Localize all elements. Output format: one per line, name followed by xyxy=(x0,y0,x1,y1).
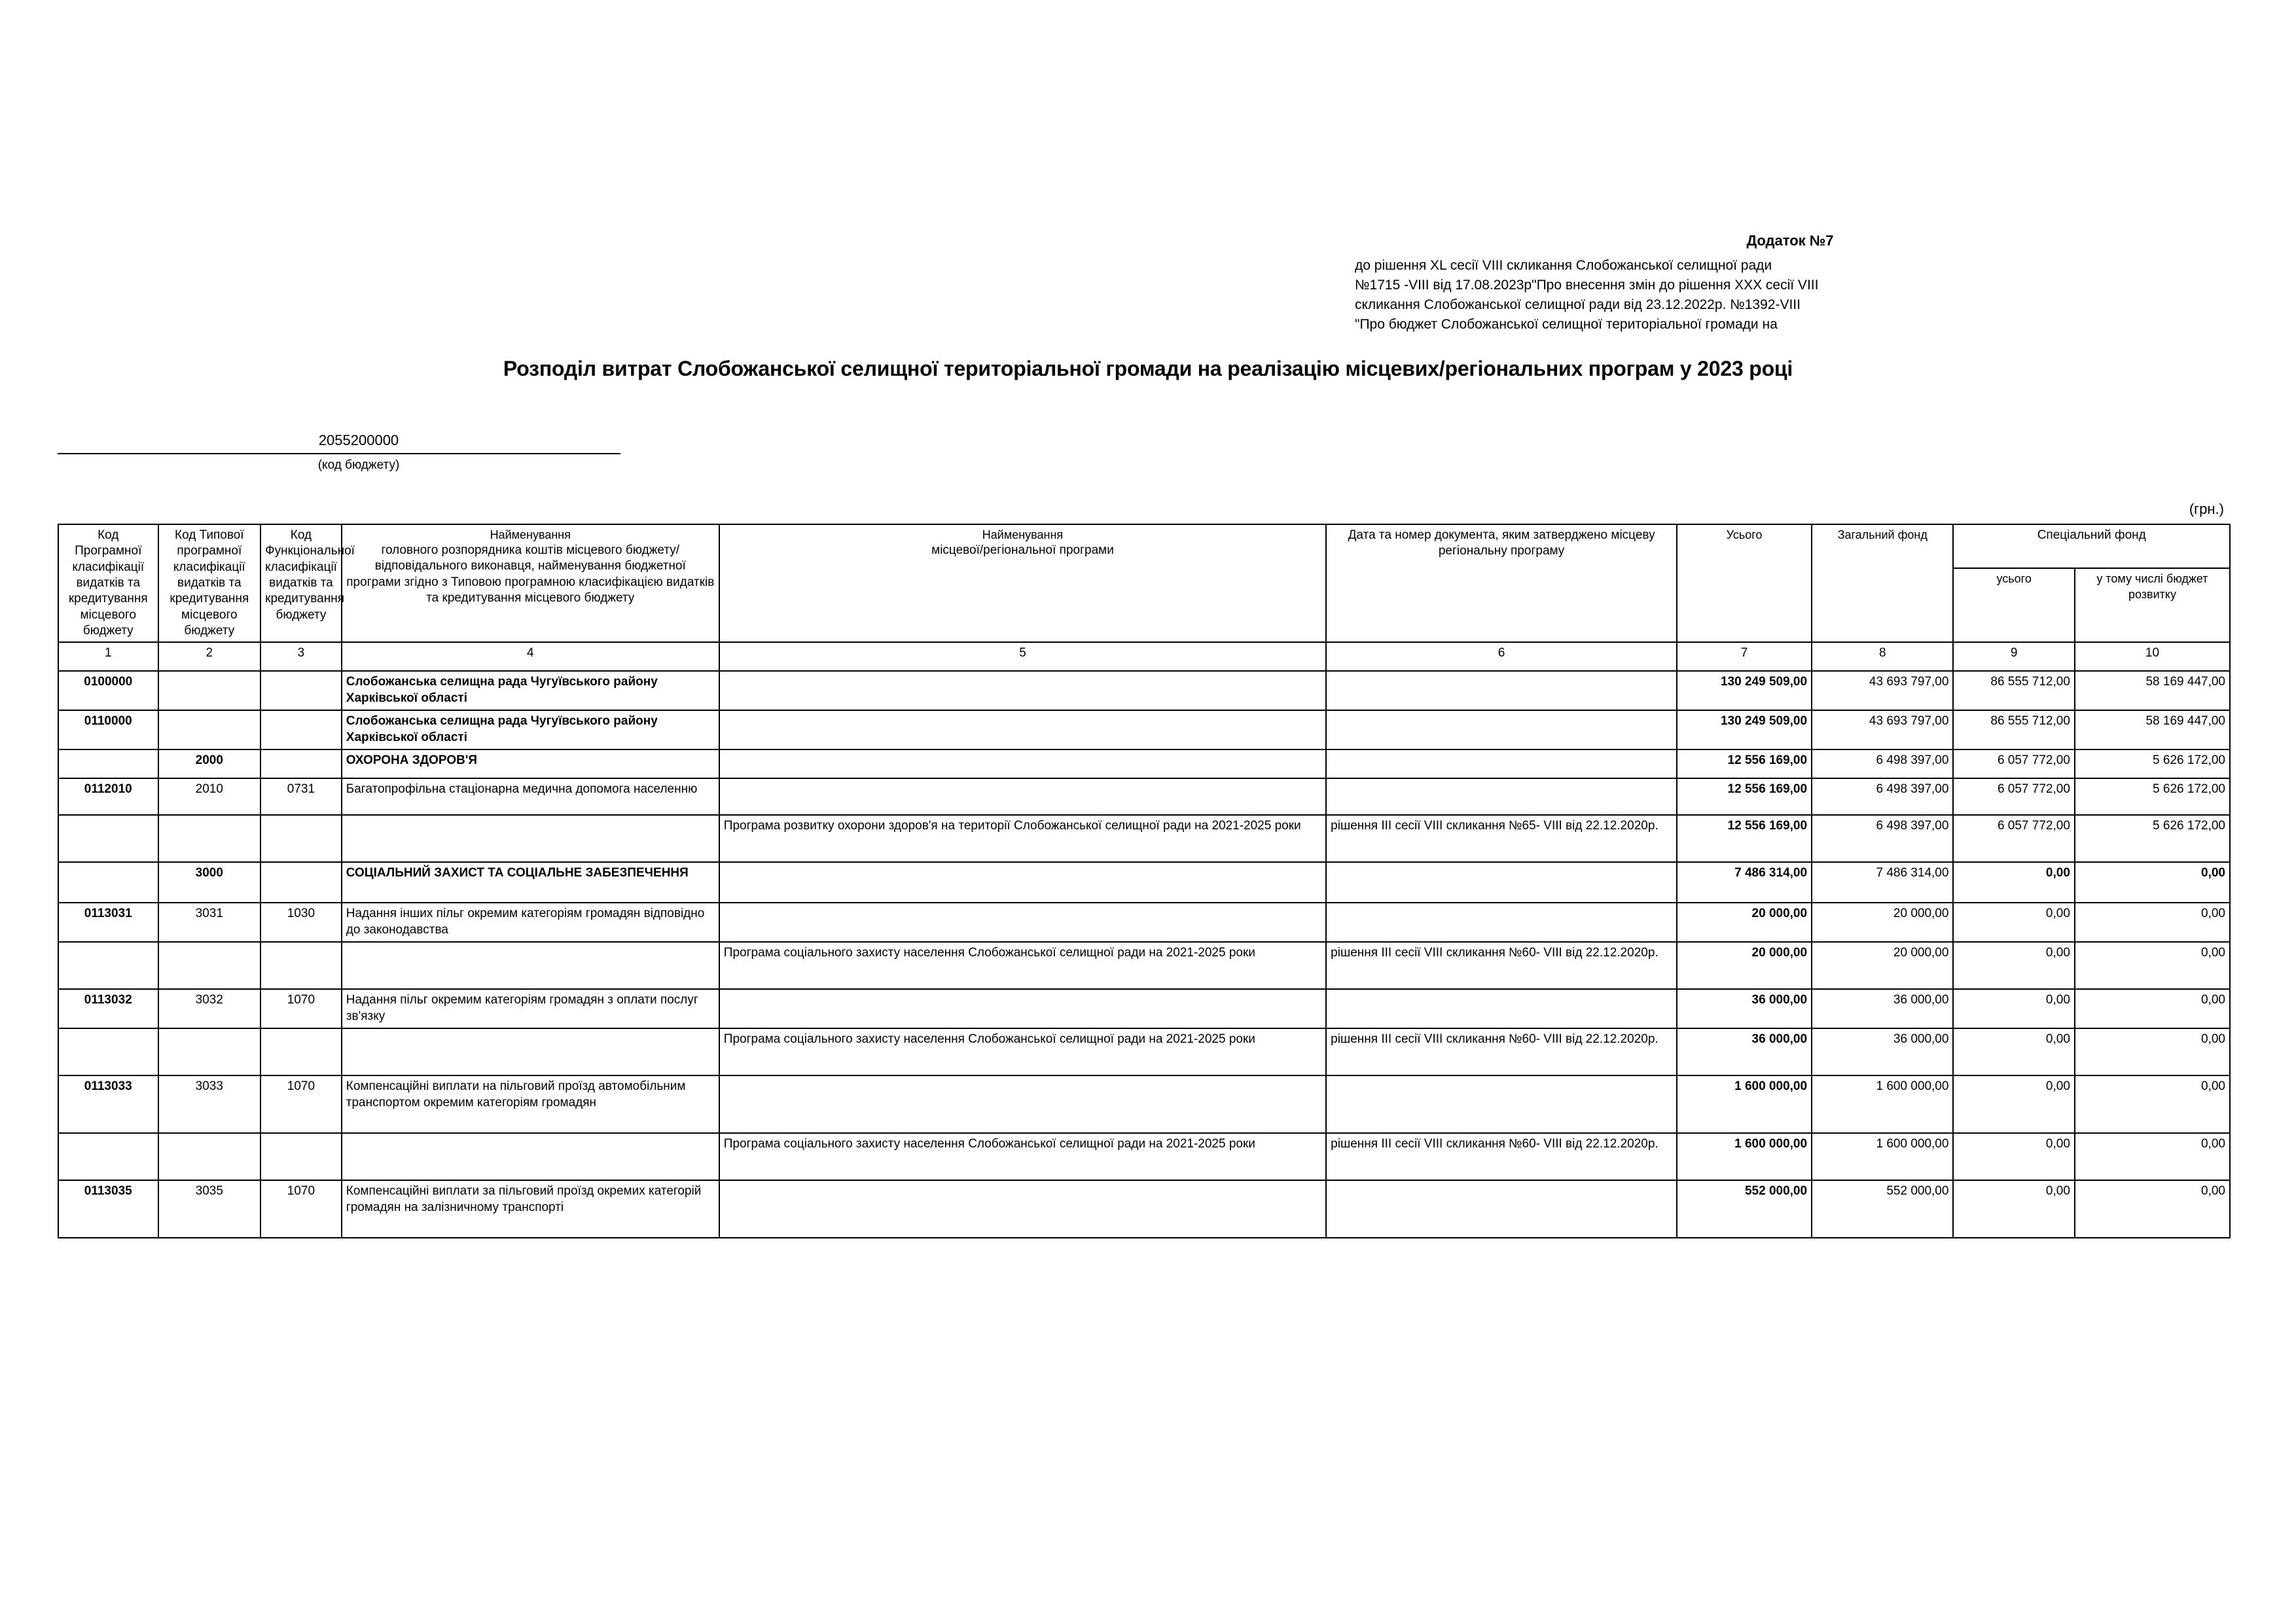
budget-code-value: 2055200000 xyxy=(318,432,399,448)
cell-functional-code: 1030 xyxy=(260,903,342,942)
table-row xyxy=(58,862,2230,903)
cell-total: 1 600 000,00 xyxy=(1677,1133,1812,1180)
cell-program-name: Компенсаційні виплати за пільговий проїзд окремих категорій громадян на залізничному транспорті xyxy=(342,1180,719,1238)
cell-regional-program xyxy=(719,989,1326,1028)
colnum-3: 3 xyxy=(260,642,342,671)
cell-general-fund: 1 600 000,00 xyxy=(1812,1133,1953,1180)
colnum-8: 8 xyxy=(1812,642,1953,671)
cell-typical-code: 2000 xyxy=(158,749,261,778)
cell-special-fund-total: 6 057 772,00 xyxy=(1953,749,2074,778)
cell-program-name: Слобожанська селищна рада Чугуївського району Харківської області xyxy=(342,710,719,749)
cell-special-fund-total: 6 057 772,00 xyxy=(1953,778,2074,815)
cell-regional-program xyxy=(719,1180,1326,1238)
cell-program-code: 0113033 xyxy=(58,1075,158,1133)
cell-special-fund-total: 86 555 712,00 xyxy=(1953,710,2074,749)
cell-document xyxy=(1326,1180,1677,1238)
cell-typical-code xyxy=(158,942,261,989)
cell-general-fund: 43 693 797,00 xyxy=(1812,671,1953,710)
cell-program-code: 0112010 xyxy=(58,778,158,815)
cell-general-fund: 7 486 314,00 xyxy=(1812,862,1953,903)
colnum-9: 9 xyxy=(1953,642,2074,671)
header-col3: Код Функціональної класифікації видатків та кредитування бюджету xyxy=(260,524,342,642)
cell-special-fund-total: 0,00 xyxy=(1953,1180,2074,1238)
cell-program-name: Надання інших пільг окремим категоріям громадян відповідно до законодавства xyxy=(342,903,719,942)
table-header-row xyxy=(58,524,2230,568)
cell-general-fund: 6 498 397,00 xyxy=(1812,749,1953,778)
cell-functional-code xyxy=(260,815,342,862)
cell-program-name xyxy=(342,942,719,989)
cell-special-fund-total: 0,00 xyxy=(1953,1028,2074,1075)
cell-total: 12 556 169,00 xyxy=(1677,749,1812,778)
cell-program-code xyxy=(58,1133,158,1180)
colnum-2: 2 xyxy=(158,642,261,671)
cell-functional-code: 0731 xyxy=(260,778,342,815)
header-line-4: "Про бюджет Слобожанської селищної територіальної громади на xyxy=(1355,316,1778,332)
cell-general-fund: 36 000,00 xyxy=(1812,989,1953,1028)
cell-program-name xyxy=(342,1133,719,1180)
cell-general-fund: 20 000,00 xyxy=(1812,942,1953,989)
cell-development-budget: 5 626 172,00 xyxy=(2075,749,2230,778)
header-col10: у тому числі бюджет розвитку xyxy=(2075,568,2230,643)
cell-regional-program xyxy=(719,710,1326,749)
cell-special-fund-total: 86 555 712,00 xyxy=(1953,671,2074,710)
cell-document: рішення III сесії VIII скликання №65- VIII від 22.12.2020р. xyxy=(1326,815,1677,862)
cell-special-fund-total: 0,00 xyxy=(1953,1133,2074,1180)
cell-regional-program: Програма соціального захисту населення Слобожанської селищної ради на 2021-2025 роки xyxy=(719,942,1326,989)
cell-document xyxy=(1326,710,1677,749)
cell-document xyxy=(1326,1075,1677,1133)
expenditure-table xyxy=(58,524,2231,1238)
cell-total: 20 000,00 xyxy=(1677,942,1812,989)
cell-program-code: 0110000 xyxy=(58,710,158,749)
table-row xyxy=(58,710,2230,749)
cell-document xyxy=(1326,862,1677,903)
header-col4 xyxy=(342,524,719,642)
cell-total: 130 249 509,00 xyxy=(1677,710,1812,749)
page-title: Розподіл витрат Слобожанської селищної територіальної громади на реалізацію місцевих/регіональних програм у 2023 році xyxy=(503,357,1793,380)
cell-typical-code: 3035 xyxy=(158,1180,261,1238)
table-row xyxy=(58,1180,2230,1238)
colnum-1: 1 xyxy=(58,642,158,671)
cell-program-name: ОХОРОНА ЗДОРОВ'Я xyxy=(342,749,719,778)
cell-total: 552 000,00 xyxy=(1677,1180,1812,1238)
cell-development-budget: 0,00 xyxy=(2075,903,2230,942)
cell-regional-program xyxy=(719,1075,1326,1133)
table-row xyxy=(58,671,2230,710)
cell-regional-program: Програма соціального захисту населення Слобожанської селищної ради на 2021-2025 роки xyxy=(719,1133,1326,1180)
colnum-4: 4 xyxy=(342,642,719,671)
cell-regional-program: Програма соціального захисту населення Слобожанської селищної ради на 2021-2025 роки xyxy=(719,1028,1326,1075)
cell-program-name: Компенсаційні виплати на пільговий проїзд автомобільним транспортом окремим категоріям громадян xyxy=(342,1075,719,1133)
header-col7: Усього xyxy=(1677,524,1812,642)
cell-general-fund: 552 000,00 xyxy=(1812,1180,1953,1238)
cell-document xyxy=(1326,778,1677,815)
cell-development-budget: 58 169 447,00 xyxy=(2075,710,2230,749)
cell-functional-code xyxy=(260,749,342,778)
table-row xyxy=(58,1075,2230,1133)
header-col6: Дата та номер документа, яким затверджено місцеву регіональну програму xyxy=(1326,524,1677,642)
cell-document xyxy=(1326,989,1677,1028)
cell-typical-code xyxy=(158,815,261,862)
cell-functional-code: 1070 xyxy=(260,1180,342,1238)
cell-program-code: 0100000 xyxy=(58,671,158,710)
cell-functional-code xyxy=(260,1028,342,1075)
cell-program-name xyxy=(342,815,719,862)
cell-program-name: СОЦІАЛЬНИЙ ЗАХИСТ ТА СОЦІАЛЬНЕ ЗАБЕЗПЕЧЕННЯ xyxy=(342,862,719,903)
cell-special-fund-total: 0,00 xyxy=(1953,1075,2074,1133)
cell-development-budget: 58 169 447,00 xyxy=(2075,671,2230,710)
cell-regional-program xyxy=(719,862,1326,903)
cell-general-fund: 6 498 397,00 xyxy=(1812,815,1953,862)
table-row xyxy=(58,749,2230,778)
cell-program-code xyxy=(58,862,158,903)
table-row xyxy=(58,1028,2230,1075)
header-line-2: №1715 -VIII від 17.08.2023р"Про внесення змін до рішення ХХХ сесії VIII xyxy=(1355,278,1819,293)
table-row xyxy=(58,778,2230,815)
header-col4-line2: головного розпорядника коштів місцевого бюджету/ відповідального виконавця, найменування бюджетної програми згідно з Типовою програмною класифікацією видатків та кредитування місцевого бюджету xyxy=(346,543,715,605)
header-col1: Код Програмної класифікації видатків та кредитування місцевого бюджету xyxy=(58,524,158,642)
cell-total: 7 486 314,00 xyxy=(1677,862,1812,903)
cell-functional-code xyxy=(260,710,342,749)
cell-program-code xyxy=(58,942,158,989)
cell-general-fund: 1 600 000,00 xyxy=(1812,1075,1953,1133)
table-body xyxy=(58,671,2230,1238)
cell-document: рішення III сесії VIII скликання №60- VIII від 22.12.2020р. xyxy=(1326,1133,1677,1180)
cell-total: 12 556 169,00 xyxy=(1677,815,1812,862)
header-line-3: скликання Слобожанської селищної ради від 23.12.2022р. №1392-VIII xyxy=(1355,297,1801,312)
cell-general-fund: 20 000,00 xyxy=(1812,903,1953,942)
cell-functional-code xyxy=(260,942,342,989)
cell-typical-code xyxy=(158,1028,261,1075)
cell-special-fund-total: 0,00 xyxy=(1953,903,2074,942)
cell-development-budget: 5 626 172,00 xyxy=(2075,815,2230,862)
table-colnum-row xyxy=(58,642,2230,671)
colnum-7: 7 xyxy=(1677,642,1812,671)
budget-code-label: (код бюджету) xyxy=(317,458,400,472)
header-col5-line1: Найменування xyxy=(982,528,1064,541)
cell-development-budget: 0,00 xyxy=(2075,989,2230,1028)
cell-development-budget: 5 626 172,00 xyxy=(2075,778,2230,815)
header-col4-line1: Найменування xyxy=(490,528,571,541)
cell-development-budget: 0,00 xyxy=(2075,1133,2230,1180)
cell-general-fund: 6 498 397,00 xyxy=(1812,778,1953,815)
cell-functional-code xyxy=(260,862,342,903)
cell-special-fund-total: 0,00 xyxy=(1953,862,2074,903)
cell-total: 20 000,00 xyxy=(1677,903,1812,942)
cell-program-code: 0113035 xyxy=(58,1180,158,1238)
colnum-5: 5 xyxy=(719,642,1326,671)
cell-typical-code: 3031 xyxy=(158,903,261,942)
cell-program-name: Надання пільг окремим категоріям громадян з оплати послуг зв'язку xyxy=(342,989,719,1028)
cell-development-budget: 0,00 xyxy=(2075,942,2230,989)
currency-note: (грн.) xyxy=(2189,501,2224,517)
cell-document: рішення III сесії VIII скликання №60- VIII від 22.12.2020р. xyxy=(1326,1028,1677,1075)
cell-program-name: Багатопрофільна стаціонарна медична допомога населенню xyxy=(342,778,719,815)
cell-typical-code: 2010 xyxy=(158,778,261,815)
header-col5 xyxy=(719,524,1326,642)
cell-functional-code: 1070 xyxy=(260,1075,342,1133)
cell-program-code xyxy=(58,815,158,862)
cell-program-code xyxy=(58,749,158,778)
cell-functional-code: 1070 xyxy=(260,989,342,1028)
cell-program-code: 0113031 xyxy=(58,903,158,942)
cell-total: 12 556 169,00 xyxy=(1677,778,1812,815)
cell-regional-program xyxy=(719,778,1326,815)
cell-program-name xyxy=(342,1028,719,1075)
cell-development-budget: 0,00 xyxy=(2075,862,2230,903)
cell-regional-program xyxy=(719,749,1326,778)
colnum-6: 6 xyxy=(1326,642,1677,671)
cell-typical-code: 3033 xyxy=(158,1075,261,1133)
table-row xyxy=(58,942,2230,989)
header-line-1: до рішення XL сесії VIII скликання Слобожанської селищної ради xyxy=(1355,258,1772,274)
header-col2: Код Типової програмної класифікації видатків та кредитування місцевого бюджету xyxy=(158,524,261,642)
table-row xyxy=(58,1133,2230,1180)
cell-typical-code xyxy=(158,710,261,749)
cell-typical-code xyxy=(158,1133,261,1180)
header-col5-line2: місцевої/регіональної програми xyxy=(931,543,1114,558)
cell-total: 36 000,00 xyxy=(1677,1028,1812,1075)
cell-typical-code: 3000 xyxy=(158,862,261,903)
cell-total: 36 000,00 xyxy=(1677,989,1812,1028)
cell-development-budget: 0,00 xyxy=(2075,1180,2230,1238)
cell-program-code: 0113032 xyxy=(58,989,158,1028)
cell-functional-code xyxy=(260,1133,342,1180)
colnum-10: 10 xyxy=(2075,642,2230,671)
cell-regional-program xyxy=(719,903,1326,942)
cell-special-fund-total: 0,00 xyxy=(1953,989,2074,1028)
header-col8: Загальний фонд xyxy=(1812,524,1953,642)
cell-total: 1 600 000,00 xyxy=(1677,1075,1812,1133)
document-header xyxy=(1355,230,2225,334)
budget-code-block xyxy=(58,432,620,473)
cell-general-fund: 36 000,00 xyxy=(1812,1028,1953,1075)
cell-general-fund: 43 693 797,00 xyxy=(1812,710,1953,749)
appendix-number: Додаток №7 xyxy=(1746,232,1834,249)
cell-program-name: Слобожанська селищна рада Чугуївського району Харківської області xyxy=(342,671,719,710)
cell-document xyxy=(1326,671,1677,710)
cell-development-budget: 0,00 xyxy=(2075,1028,2230,1075)
cell-total: 130 249 509,00 xyxy=(1677,671,1812,710)
cell-document: рішення III сесії VIII скликання №60- VIII від 22.12.2020р. xyxy=(1326,942,1677,989)
cell-document xyxy=(1326,749,1677,778)
cell-functional-code xyxy=(260,671,342,710)
header-col9: усього xyxy=(1953,568,2074,643)
cell-special-fund-total: 0,00 xyxy=(1953,942,2074,989)
cell-regional-program: Програма розвитку охорони здоров'я на території Слобожанської селищної ради на 2021-2025 роки xyxy=(719,815,1326,862)
cell-typical-code: 3032 xyxy=(158,989,261,1028)
table-row xyxy=(58,815,2230,862)
cell-program-code xyxy=(58,1028,158,1075)
cell-document xyxy=(1326,903,1677,942)
table-row xyxy=(58,989,2230,1028)
header-special-fund: Спеціальний фонд xyxy=(1953,524,2230,568)
cell-special-fund-total: 6 057 772,00 xyxy=(1953,815,2074,862)
cell-development-budget: 0,00 xyxy=(2075,1075,2230,1133)
cell-typical-code xyxy=(158,671,261,710)
table-row xyxy=(58,903,2230,942)
cell-regional-program xyxy=(719,671,1326,710)
